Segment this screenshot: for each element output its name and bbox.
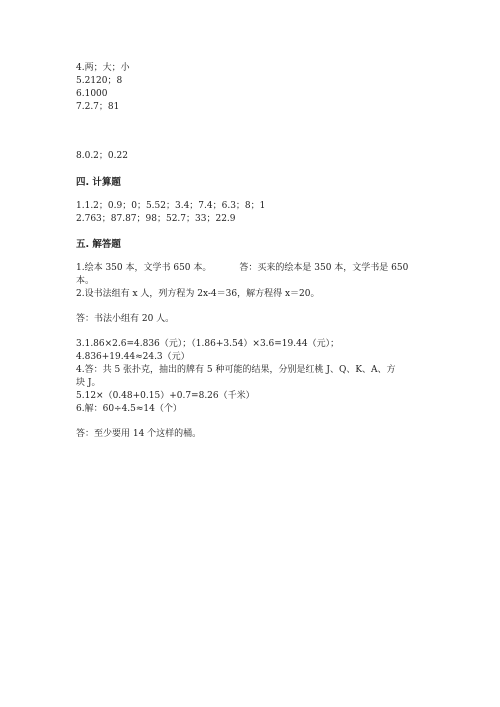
section-heading-word-problems: 五. 解答题 [76, 239, 121, 250]
problem-1-answer [76, 262, 408, 275]
problem-4-answer: 4.答：共 5 张扑克，抽出的牌有 5 种可能的结果，分别是红桃 J、Q、K、A、方 [76, 365, 396, 375]
answer-line-7: 7.2.7；81 [76, 102, 120, 112]
problem-5-answer: 5.12×（0.48+0.15）+0.7=8.26（千米） [76, 391, 255, 401]
problem-6-answer: 6.解：60÷4.5≈14（个） [76, 404, 182, 414]
answer-line-8: 8.0.2；0.22 [76, 151, 128, 161]
problem-1-text: 1.绘本 350 本，文学书 650 本。 [76, 263, 212, 273]
problem-3-total: 4.836+19.44≈24.3（元） [76, 352, 190, 362]
problem-2-answer: 2.设书法组有 x 人，列方程为 2x-4＝36，解方程得 x＝20。 [76, 289, 320, 299]
calc-answer-2: 2.763；87.87；98；52.7；33；22.9 [76, 214, 236, 224]
answer-line-4: 4.两；大；小 [76, 63, 130, 73]
problem-3-answer: 3.1.86×2.6=4.836（元）；（1.86+3.54）×3.6=19.44（元）； [76, 339, 340, 349]
section-heading-calculation: 四. 计算题 [76, 177, 121, 188]
answer-line-6: 6.1000 [76, 89, 108, 99]
problem-4-continuation: 块 J。 [76, 378, 101, 388]
problem-1-reply: 答：买来的绘本是 350 本，文学书是 650 [239, 263, 409, 273]
problem-6-reply: 答：至少要用 14 个这样的桶。 [76, 429, 202, 439]
calc-answer-1: 1.1.2；0.9；0；5.52；3.4；7.4；6.3；8；1 [76, 201, 266, 211]
answer-line-5: 5.2120；8 [76, 76, 123, 86]
problem-2-reply: 答：书法小组有 20 人。 [76, 314, 175, 324]
problem-1-continuation: 本。 [76, 276, 95, 286]
